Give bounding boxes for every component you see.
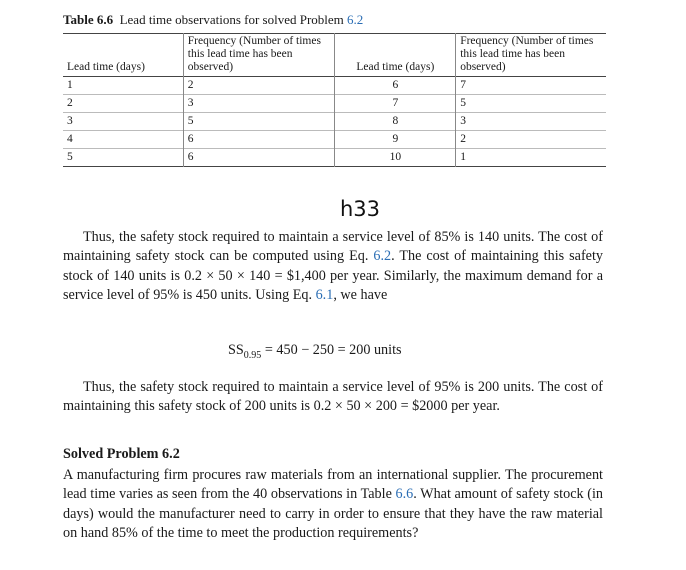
equation-subscript: 0.95	[243, 349, 262, 361]
paragraph-safety-stock-85	[63, 228, 603, 306]
table-cell: 6	[183, 131, 335, 149]
safety-stock-equation	[228, 342, 402, 361]
section-heading: Solved Problem 6.2	[63, 446, 180, 462]
header-frequency-1: Frequency (Number of times this lead time has been observed)	[183, 34, 335, 77]
table-row	[63, 131, 606, 149]
paragraph1-text-b: . The cost of maintaining this safety stock of 140 units is 0.2 × 50 × 140 = $1,400 per year. Similarly, the maximum demand for a service level of 95% is 450 units. Using Eq.	[63, 248, 603, 304]
table-cell: 5	[63, 149, 183, 167]
paragraph3-text-a: A manufacturing firm procures raw materials from an international supplier. The procurement lead time varies as seen from the 40 observations in Table	[63, 467, 603, 503]
table-cell: 3	[183, 95, 335, 113]
table-cell: 7	[456, 77, 606, 95]
table-row	[63, 113, 606, 131]
header-lead-time-1: Lead time (days)	[67, 61, 145, 73]
table-cell: 4	[63, 131, 183, 149]
paragraph2-text: Thus, the safety stock required to maintain a service level of 95% is 200 units. The cost of maintaining this safety stock of 200 units is 0.2 × 50 × 200 = $2000 per year.	[63, 379, 603, 415]
table-cell: 7	[335, 95, 456, 113]
paragraph3-text-b: . What amount of safety stock (in days) would the manufacturer need to carry in order to ensure that they have the raw material on hand 85% of the time to meet the production requirements?	[63, 486, 603, 542]
table-header-row	[63, 34, 606, 77]
table-ref-link-6-6[interactable]: 6.6	[395, 486, 414, 503]
table-cell: 6	[183, 149, 335, 167]
table-cell: 9	[335, 131, 456, 149]
table-cell: 2	[183, 77, 335, 95]
table-cell: 1	[456, 149, 606, 167]
table-cell: 8	[335, 113, 456, 131]
paragraph1-text-a: Thus, the safety stock required to maintain a service level of 85% is 140 units. The cost of maintaining safety stock can be computed using Eq.	[63, 229, 603, 265]
equation-ref-link-6-2[interactable]: 6.2	[373, 248, 392, 265]
equation-rhs: = 450 − 250 = 200 units	[261, 342, 402, 358]
paragraph-problem-statement	[63, 466, 603, 544]
table-cell: 1	[67, 79, 73, 91]
table-cell: 2	[63, 95, 183, 113]
table-row	[63, 95, 606, 113]
table-caption-ref-link[interactable]: 6.2	[347, 12, 364, 27]
table-cell: 5	[183, 113, 335, 131]
table-cell: 5	[456, 95, 606, 113]
header-frequency-2: Frequency (Number of times this lead time has been observed)	[456, 34, 606, 77]
equation-ref-link-6-1[interactable]: 6.1	[315, 287, 334, 304]
table-row	[63, 77, 606, 95]
table-cell: 3	[63, 113, 183, 131]
equation-lhs: SS	[228, 342, 244, 358]
lead-time-table	[63, 33, 606, 167]
table-cell: 6	[335, 77, 456, 95]
header-lead-time-2: Lead time (days)	[335, 34, 456, 77]
table-cell: 10	[335, 149, 456, 167]
table-cell: 2	[456, 131, 606, 149]
table-caption	[63, 12, 363, 28]
handwritten-note: h33	[340, 197, 381, 221]
paragraph-safety-stock-95	[63, 378, 603, 417]
table-cell: 3	[456, 113, 606, 131]
paragraph1-text-c: , we have	[333, 287, 388, 304]
table-caption-text: Lead time observations for solved Problem	[119, 12, 348, 27]
table-caption-label: Table 6.6	[63, 12, 114, 27]
table-row	[63, 149, 606, 167]
